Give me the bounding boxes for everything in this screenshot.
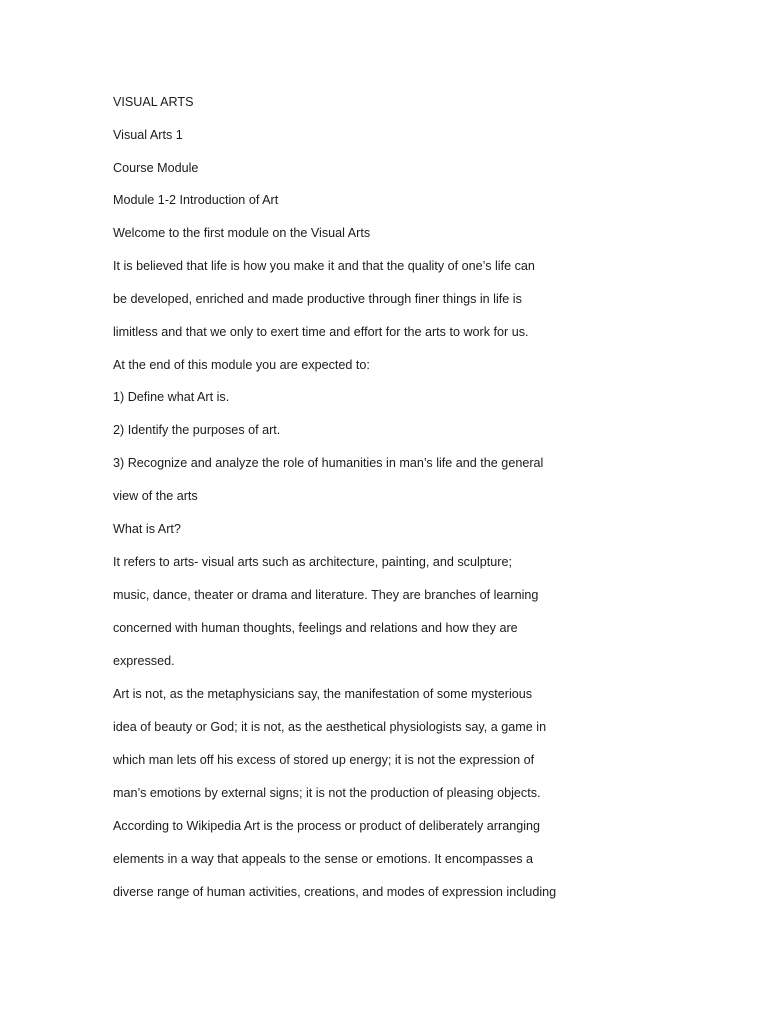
paragraph-line: It refers to arts- visual arts such as architecture, painting, and sculpture; bbox=[113, 555, 512, 569]
paragraph-line: limitless and that we only to exert time and effort for the arts to work for us. bbox=[113, 325, 529, 339]
paragraph-line: expressed. bbox=[113, 654, 175, 668]
paragraph-line: diverse range of human activities, creations, and modes of expression including bbox=[113, 885, 557, 899]
course-module: Course Module bbox=[113, 161, 199, 175]
paragraph-line: It is believed that life is how you make it and that the quality of one’s life can bbox=[113, 259, 535, 273]
welcome-line: Welcome to the first module on the Visual Arts bbox=[113, 226, 371, 240]
course-name: Visual Arts 1 bbox=[113, 128, 183, 142]
module-heading: Module 1-2 Introduction of Art bbox=[113, 193, 279, 207]
paragraph-line: music, dance, theater or drama and literature. They are branches of learning bbox=[113, 588, 539, 602]
objectives-intro: At the end of this module you are expected to: bbox=[113, 358, 370, 372]
doc-title: VISUAL ARTS bbox=[113, 95, 194, 109]
paragraph-line: which man lets off his excess of stored up energy; it is not the expression of bbox=[113, 753, 535, 767]
section-heading: What is Art? bbox=[113, 522, 181, 536]
paragraph-line: man’s emotions by external signs; it is not the production of pleasing objects. bbox=[113, 786, 541, 800]
paragraph-line: Art is not, as the metaphysicians say, the manifestation of some mysterious bbox=[113, 687, 533, 701]
objective-item: 1) Define what Art is. bbox=[113, 390, 230, 404]
objective-item: 2) Identify the purposes of art. bbox=[113, 423, 281, 437]
objective-item: view of the arts bbox=[113, 489, 198, 503]
paragraph-line: be developed, enriched and made productive through finer things in life is bbox=[113, 292, 522, 306]
paragraph-line: According to Wikipedia Art is the process or product of deliberately arranging bbox=[113, 819, 541, 833]
paragraph-line: elements in a way that appeals to the sense or emotions. It encompasses a bbox=[113, 852, 534, 866]
objective-item: 3) Recognize and analyze the role of humanities in man’s life and the general bbox=[113, 456, 544, 470]
paragraph-line: concerned with human thoughts, feelings and relations and how they are bbox=[113, 621, 518, 635]
paragraph-line: idea of beauty or God; it is not, as the aesthetical physiologists say, a game in bbox=[113, 720, 547, 734]
